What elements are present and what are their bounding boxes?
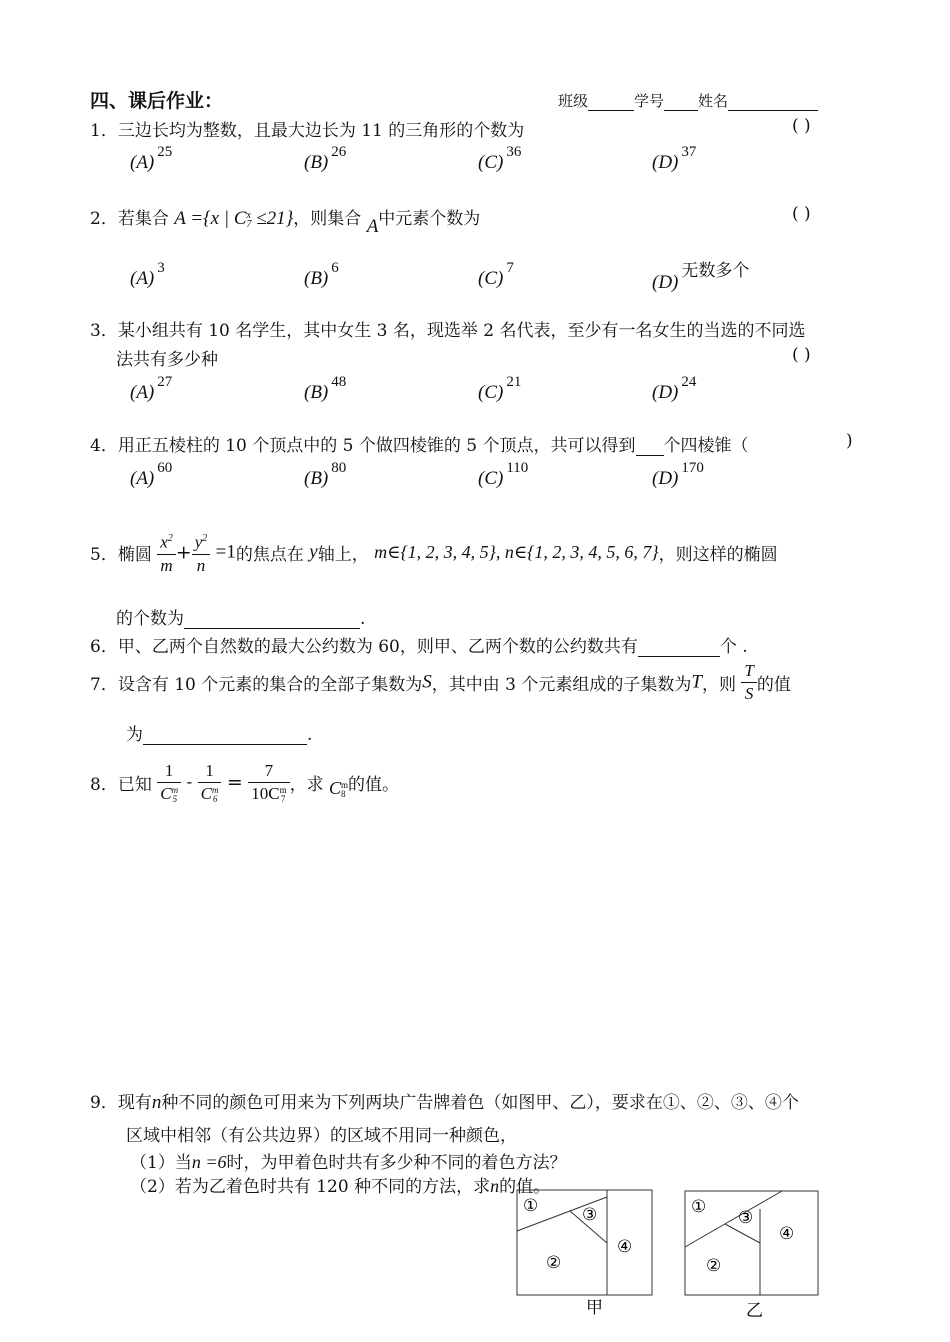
q4-option-a: (A) $^{60}$ xyxy=(130,460,173,489)
q7-blank[interactable] xyxy=(143,726,307,745)
q8-frac-2: 1 C m 6 xyxy=(198,760,222,805)
q6-stem: 6．甲、乙两个自然数的最大公约数为 60，则甲、乙两个数的公约数共有 个 . xyxy=(90,637,748,657)
q4-option-c: (C) $^{110}$ xyxy=(478,460,529,489)
yi-caption: 乙 xyxy=(746,1301,763,1321)
q2-option-c: (C) $^7$ xyxy=(478,260,514,289)
section-title: 四、课后作业： xyxy=(90,90,224,112)
q4-stem: 4．用正五棱柱的 10 个顶点中的 5 个做四棱锥的 5 个顶点，共可以得到 个四棱锥（ xyxy=(90,436,749,456)
q2-option-b: (B) $^6$ xyxy=(304,260,339,289)
q3-stem-line1: 3．某小组共有 10 名学生，其中女生 3 名，现选举 2 名代表，至少有一名女生的当选的不同选 xyxy=(90,321,806,341)
q9-stem: 9．现有n种不同的颜色可用来为下列两块广告牌着色（如图甲、乙），要求在①、②、③、④个 xyxy=(90,1092,799,1113)
class-field[interactable] xyxy=(588,92,634,111)
q2-option-a: (A) $^3$ xyxy=(130,260,165,289)
student-info xyxy=(558,90,818,111)
jia-region-2: ② xyxy=(546,1253,562,1273)
q1-answer-paren: ( ) xyxy=(792,116,811,136)
yi-region-4: ④ xyxy=(779,1224,795,1244)
yi-region-2: ② xyxy=(706,1256,722,1276)
q2-stem: 2．若集合 A ={x | C x 7 ≤21}，则集合 A中元素个数为 xyxy=(90,208,481,237)
q4-option-d: (D) $^{170}$ xyxy=(652,460,704,489)
q3-stem-line2: 法共有多少种 xyxy=(116,350,218,370)
q2-answer-paren: ( ) xyxy=(792,204,811,224)
yi-region-1: ① xyxy=(691,1197,707,1217)
q4-option-b: (B) $^{80}$ xyxy=(304,460,347,489)
q8-stem: 8．已知 1 C m 5 - 1 C m 6 = 7 10C m 7 ，求 C m 8 的值。 xyxy=(90,761,400,805)
id-label: 学号 xyxy=(634,92,665,110)
q1-option-c: (C) $^{36}$ xyxy=(478,144,522,173)
q4-paren-close: ) xyxy=(846,431,853,451)
figure-jia xyxy=(510,1185,660,1335)
q5-frac-x: $\frac{x^2}{m}$ xyxy=(157,528,176,577)
q1-option-d: (D) $^{37}$ xyxy=(652,144,697,173)
q1-stem: 1．三边长均为整数，且最大边长为 11 的三角形的个数为 xyxy=(90,121,525,141)
q9-sub2: （2）若为乙着色时共有 120 种不同的方法，求n的值。 xyxy=(130,1176,551,1197)
q3-option-d: (D) $^{24}$ xyxy=(652,374,697,403)
jia-region-1: ① xyxy=(523,1196,539,1216)
jia-caption: 甲 xyxy=(586,1298,603,1318)
q3-option-b: (B) $^{48}$ xyxy=(304,374,347,403)
figure-yi xyxy=(678,1185,828,1335)
q5-frac-y: $\frac{y^2}{n}$ xyxy=(192,528,211,577)
q5-blank[interactable] xyxy=(184,610,360,629)
q7-stem: 7．设含有 10 个元素的集合的全部子集数为S，其中由 3 个元素组成的子集数为T，则 $\frac{T}{S}$ 的值 xyxy=(90,661,791,703)
q2-option-d: (D)无数多个 xyxy=(652,261,750,293)
q4-blank[interactable] xyxy=(636,437,664,456)
q6-blank[interactable] xyxy=(638,638,720,657)
q3-option-a: (A) $^{27}$ xyxy=(130,374,173,403)
jia-region-3: ③ xyxy=(582,1205,598,1225)
class-label: 班级 xyxy=(558,92,589,110)
q9-stem-line2: 区域中相邻（有公共边界）的区域不用同一种颜色， xyxy=(126,1126,517,1146)
q7-frac-t-over-s: $\frac{T}{S}$ xyxy=(741,660,756,705)
q1-option-b: (B) $^{26}$ xyxy=(304,144,347,173)
name-field[interactable] xyxy=(728,92,818,111)
q5-stem: 5．椭圆 $\frac{x^2}{m}$ + $\frac{y^2}{n}$ =1的焦点在 y轴上， m∈{1, 2, 3, 4, 5}, n∈{1, 2, 3, 4, 5, 6, 7}，则这样的椭圆 xyxy=(90,528,778,577)
jia-region-4: ④ xyxy=(617,1237,633,1257)
name-label: 姓名 xyxy=(698,92,729,110)
q3-option-c: (C) $^{21}$ xyxy=(478,374,522,403)
q3-answer-paren: ( ) xyxy=(792,345,811,365)
yi-region-3: ③ xyxy=(738,1208,754,1228)
q1-option-a: (A) $^{25}$ xyxy=(130,144,173,173)
id-field[interactable] xyxy=(664,92,698,111)
q5-stem-line2: 的个数为 . xyxy=(116,609,366,629)
q8-frac-3: 7 10C m 7 xyxy=(248,760,289,805)
q8-frac-1: 1 C m 5 xyxy=(157,760,181,805)
q7-stem-line2: 为 . xyxy=(126,725,313,745)
q9-sub1: （1）当n =6时，为甲着色时共有多少种不同的着色方法？ xyxy=(130,1152,567,1173)
